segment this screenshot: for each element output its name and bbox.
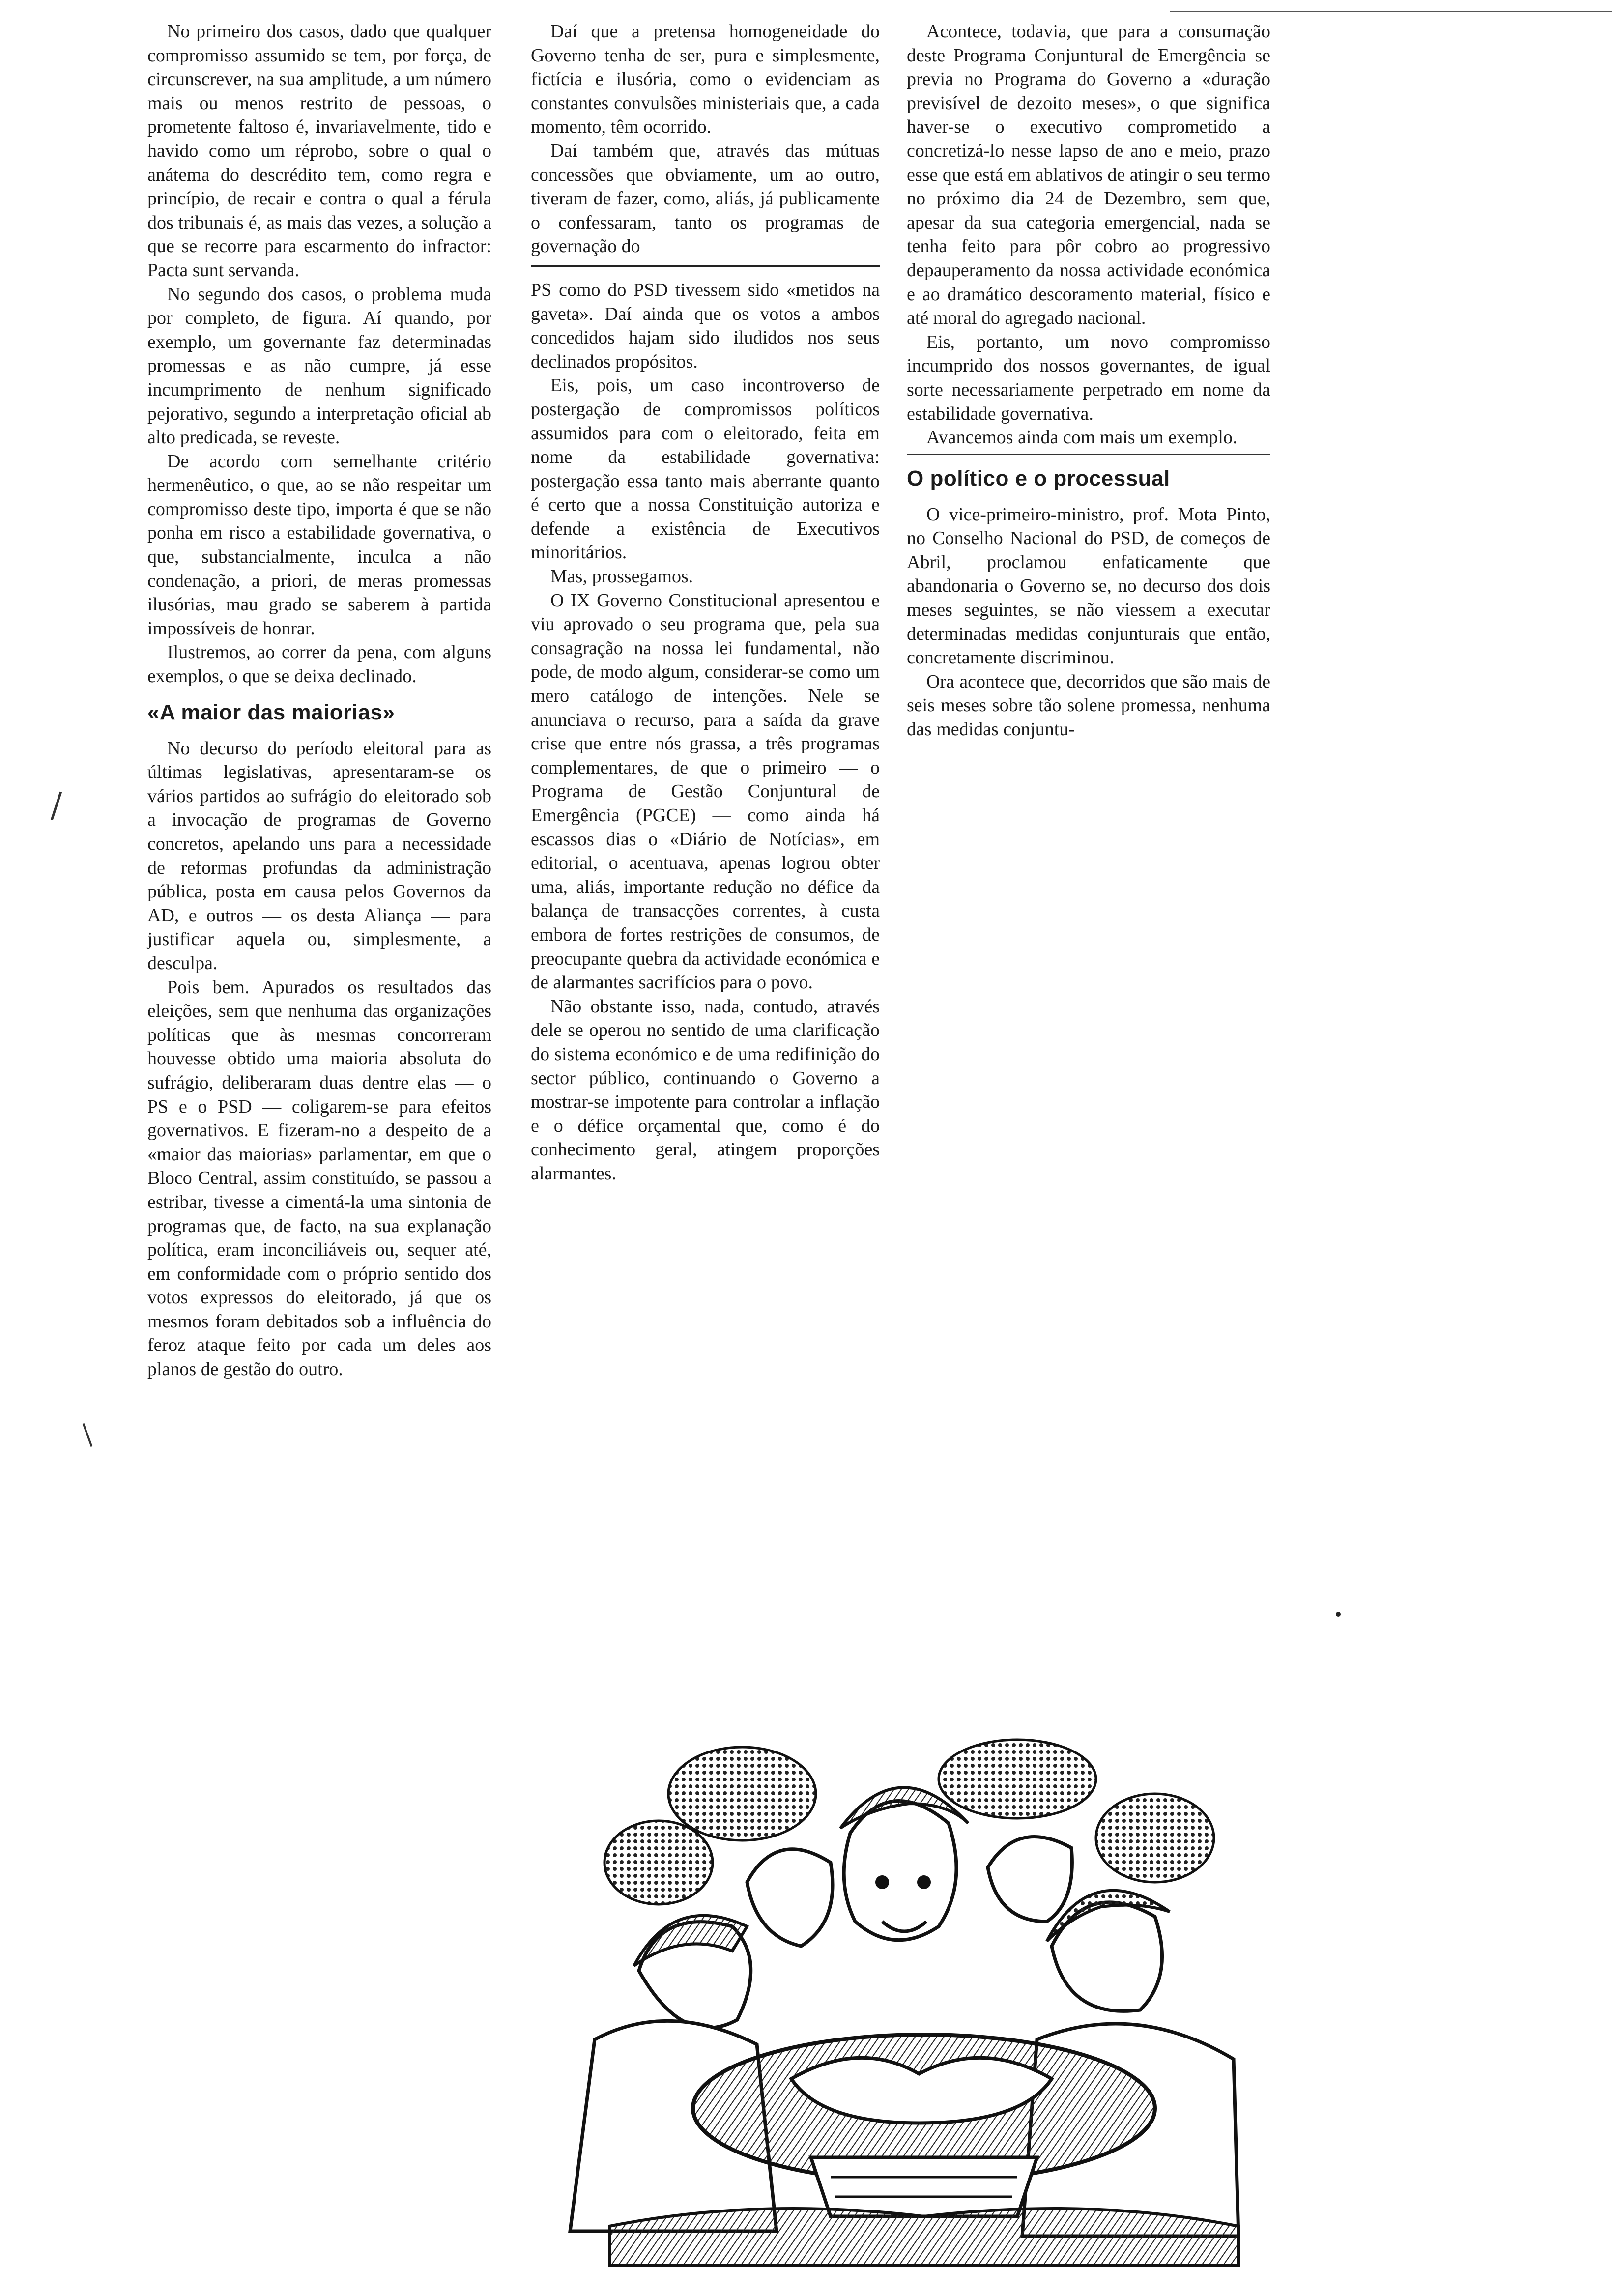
- section-heading-maior-das-maiorias: «A maior das maiorias»: [147, 700, 395, 724]
- col2-paragraph: Mas, prossegamos.: [550, 566, 693, 587]
- central-figure-head: [844, 1801, 956, 1940]
- margin-mark: [83, 1423, 93, 1447]
- bottom-shading: [609, 2209, 1238, 2266]
- heading-rule: [907, 454, 1270, 455]
- background-figure: [939, 1740, 1096, 1818]
- section-heading-politico-processual: O político e o processual: [907, 466, 1170, 490]
- background-figure: [1096, 1794, 1214, 1882]
- col3-paragraph: Acontece, todavia, que para a consumação deste Programa Conjuntural de Emergência se previa no Programa do Governo a «duração previsível de dezoito meses», o que significa haver-se o executivo comprometido a concretizá-lo nesse lapso de ano e meio, prazo esse que está em ablativos de atingir o seu termo no próximo dia 24 de Dezembro, sem que, apesar da sua categoria emergencial, nada se tenha feito para pôr cobro ao progressivo depauperamento da nossa actividade económica e ao dramático descoramento material, físico e até moral do agregado nacional.: [907, 21, 1270, 329]
- col1-paragraph: No primeiro dos casos, dado que qualquer compromisso assumido se tem, por força, de circunscrever, na sua amplitude, a um número mais ou menos restrito de pessoas, o prometente faltoso é, invariavelmente, tido e havido como um réprobo, sobre o qual o anátema do descrédito tem, como regra e princípio, de recair e contra o qual a férula dos tribunais é, as mais das vezes, a solução a que se recorre para escarmento do infractor: Pacta sunt servanda.: [147, 21, 491, 281]
- col2-paragraph: PS como do PSD tivessem sido «metidos na gaveta». Daí ainda que os votos a ambos concedidos hajam sido iludidos nos seus declinados propósitos.: [531, 279, 880, 372]
- background-figure: [604, 1821, 713, 1904]
- column-2: [531, 20, 880, 1186]
- col3-paragraph: Ora acontece que, decorridos que são mais de seis meses sobre tão solene promessa, nenhuma das medidas conjuntu-: [907, 671, 1270, 740]
- col3-paragraph: Avancemos ainda com mais um exemplo.: [926, 427, 1238, 448]
- top-edge-rule: [1170, 11, 1612, 12]
- col1-paragraph: Ilustremos, ao correr da pena, com alguns exemplos, o que se deixa declinado.: [147, 642, 491, 687]
- left-second-head: [747, 1849, 833, 1946]
- col1-paragraph: No decurso do período eleitoral para as últimas legislativas, apresentaram-se os vários partidos ao sufrágio do eleitorado sob a invocação de programas de Governo concretos, apelando uns para a necessidade de reformas profundas da administração pública, posta em causa pelos Governos da AD, e outros — os desta Aliança — para justificar aquela ou, simplesmente, a desculpa.: [147, 738, 491, 974]
- col2-paragraph: O IX Governo Constitucional apresentou e viu aprovado o seu programa que, pela sua consagração na nossa lei fundamental, não pode, de modo algum, considerar-se como um mero catálogo de intenções. Nele se anunciava o recurso, para a saída da grave crise que entre nós grassa, a três programas complementares, de que o primeiro — o Programa de Gestão Conjuntural de Emergência (PGCE) — como ainda há escassos dias o «Diário de Notícias», em editorial, o acentuava, apenas logrou obter uma, aliás, importante redução no défice da balança de transacções correntes, à custa embora de fortes restrições de consumos, de preocupante quebra da actividade económica e de alarmantes sacrifícios para o povo.: [531, 590, 880, 993]
- col2-paragraph: Eis, pois, um caso incontroverso de postergação de compromissos políticos assumidos para com o eleitorado, feita em nome da estabilidade governativa: postergação essa tanto mais aberrante quanto é certo que a nossa Constituição autoriza e defende a existência de Executivos minoritários.: [531, 375, 880, 563]
- column-3: [907, 20, 1270, 753]
- margin-mark: [51, 792, 62, 821]
- col1-paragraph: Pois bem. Apurados os resultados das eleições, sem que nenhuma das organizações políticas que às mesmas concorreram houvesse obtido uma maioria absoluta do sufrágio, deliberaram duas dentre elas — o PS e o PSD — coligarem-se para efeitos governativos. E fizeram-no a despeito de a «maior das maiorias» parlamentar, em que o Bloco Central, assim constituído, se passou a estribar, tivesse a cimentá-la uma sintonia de programas que, de facto, na sua explanação política, eram inconciliáveis ou, sequer até, em conformidade com o próprio sentido dos votos expressos do eleitorado, já que os mesmos foram debitados sob a influência do feroz ataque feito por cada um deles aos planos de gestão do outro.: [147, 976, 491, 1380]
- col3-paragraph: O vice-primeiro-ministro, prof. Mota Pinto, no Conselho Nacional do PSD, de começos de Abril, proclamou enfaticamente que abandonaria o Governo se, no decurso dos dois meses seguintes, se não viessem a executar determinadas medidas conjunturais que então, concretamente discriminou.: [907, 504, 1270, 668]
- speck: [1336, 1612, 1341, 1617]
- ministers-cartoon-illustration: [536, 1735, 1312, 2275]
- column-1: [147, 20, 491, 1381]
- col3-paragraph: Eis, portanto, um novo compromisso incumprido dos nossos governantes, de igual sorte necessariamente perpetrado em nome da estabilidade governativa.: [907, 331, 1270, 424]
- papers-stack: [811, 2157, 1037, 2216]
- col1-paragraph: De acordo com semelhante critério hermenêutico, o que, ao se não respeitar um compromisso deste tipo, importa é que se não ponha em risco a estabilidade governativa, o que, substancialmente, inculca a não condenação, a priori, de meras promessas ilusórias, mau grado se saberem à partida impossíveis de honrar.: [147, 451, 491, 639]
- col2-paragraph: Daí também que, através das mútuas concessões que obviamente, um ao outro, tiveram de fazer, como, aliás, já publicamente o confessaram, tanto os programas de governação do: [531, 140, 880, 257]
- col1-paragraph: No segundo dos casos, o problema muda por completo, de figura. Aí quando, por exemplo, um governante faz determinadas promessas e as não cumpre, já esse incumprimento de nenhum significado pejorativo, segundo a interpretação oficial ab alto predicada, se reveste.: [147, 284, 491, 448]
- right-second-head: [988, 1837, 1072, 1922]
- column-divider-rule: [531, 265, 880, 267]
- col2-paragraph: Não obstante isso, nada, contudo, através dele se operou no sentido de uma clarificação do sistema económico e de uma redifinição do sector público, continuando o Governo a mostrar-se impotente para controlar a inflação e o défice orçamental que, como é do conhecimento geral, atingem proporções alarmantes.: [531, 996, 880, 1184]
- background-figure: [668, 1747, 816, 1840]
- col2-paragraph: Daí que a pretensa homogeneidade do Governo tenha de ser, pura e simplesmente, fictícia e ilusória, como o evidenciam as constantes convulsões ministeriais que, a cada momento, têm ocorrido.: [531, 21, 880, 138]
